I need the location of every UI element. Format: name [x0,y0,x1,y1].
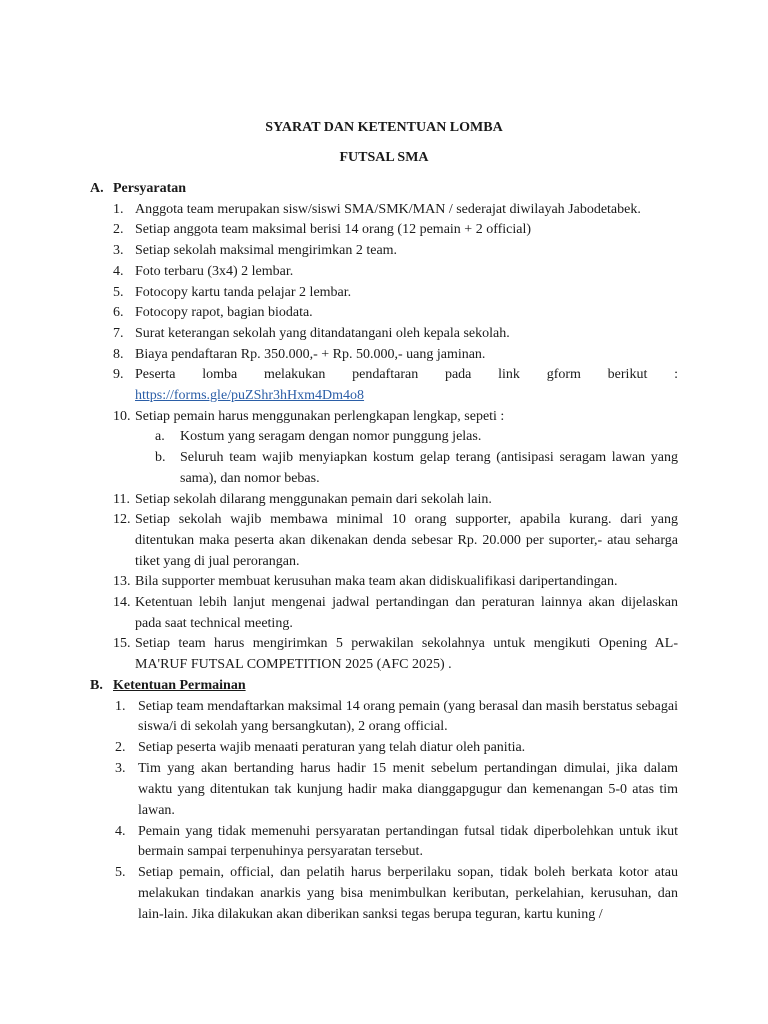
list-item-content [135,303,678,324]
section-a-title: Persyaratan [113,181,187,196]
sub-list-item-letter: b. [155,450,166,466]
list-item-number: 11. [113,491,130,507]
list-item-content [138,822,678,863]
list-item-text: Setiap pemain, official, dan pelatih harus berperilaku sopan, tidak boleh berkata kotor atau melakukan tindakan anarkis yang bisa menimbulkan keributan, perkelahian, kerusuhan, dan lain-lain. Jika dilakukan akan diberikan sanksi tegas berupa teguran, kartu kuning / [138,865,678,922]
list-item-text: Pemain yang tidak memenuhi persyaratan pertandingan futsal tidak diperbolehkan untuk ikut bermain sampai terpenuhinya persyaratan tersebut. [138,823,678,860]
list-item-number: 3. [113,243,124,259]
list-item [113,634,678,675]
list-item-text: Setiap team mendaftarkan maksimal 14 orang pemain (yang berasal dan masih berstatus sebagai siswa/i di sekolah yang bersangkutan), 2 orang official. [138,698,678,735]
list-item-content [135,283,678,304]
list-item [113,572,678,593]
list-item-text: Fotocopy rapot, bagian biodata. [135,305,313,321]
list-item-number: 2. [113,222,124,238]
list-item-number: 6. [113,305,124,321]
list-item [113,241,678,262]
list-item-text: Setiap anggota team maksimal berisi 14 orang (12 pemain + 2 official) [135,222,532,238]
list-item-number: 7. [113,325,124,341]
list-item [115,738,678,759]
list-item [113,200,678,221]
document-title: SYARAT DAN KETENTUAN LOMBA [265,120,503,135]
list-item-text: Setiap sekolah maksimal mengirimkan 2 team. [135,243,398,259]
document-subtitle: FUTSAL SMA [339,150,429,165]
list-item-text: Fotocopy kartu tanda pelajar 2 lembar. [135,284,352,300]
list-item-content [135,262,678,283]
section-b-list [90,697,678,926]
list-item-number: 1. [113,201,124,217]
list-item-text: Surat keterangan sekolah yang ditandatangani oleh kepala sekolah. [135,325,510,341]
list-item-text: Foto terbaru (3x4) 2 lembar. [135,263,294,279]
list-item [113,345,678,366]
section-a-list [90,200,678,676]
list-item-text: Ketentuan lebih lanjut mengenai jadwal pertandingan dan peraturan lainnya akan dijelaskan pada saat technical meeting. [135,595,678,631]
sub-list-item-text: Kostum yang seragam dengan nomor punggung jelas. [180,429,482,445]
list-item [113,593,678,634]
list-item-content [135,407,678,490]
list-item-text: Setiap sekolah dilarang menggunakan pemain dari sekolah lain. [135,491,492,507]
list-item-number: 9. [113,367,124,383]
list-item [115,863,678,925]
list-item-text: Setiap peserta wajib menaati peraturan yang telah diatur oleh panitia. [138,740,526,756]
sub-list-item-letter: a. [155,429,165,445]
list-item-text: Peserta lomba melakukan pendaftaran pada link gform berikut : [135,367,678,383]
list-item [113,262,678,283]
sub-list-item-text: Seluruh team wajib menyiapkan kostum gelap terang (antisipasi seragam lawan yang sama), dan nomor bebas. [180,450,678,486]
section-a-heading [90,179,678,200]
registration-form-link[interactable]: https://forms.gle/puZShr3hHxm4Dm4o8 [135,388,365,404]
list-item-content [135,572,678,593]
section-b-title: Ketentuan Permainan [113,677,246,693]
list-item-content [135,365,678,406]
list-item-number: 12. [113,512,131,528]
list-item [113,324,678,345]
list-item [113,365,678,406]
list-item-text: Setiap sekolah wajib membawa minimal 10 orang supporter, apabila kurang. dari yang ditentukan maka peserta akan dikenakan denda sebesar Rp. 20.000 per suporter,- atau seharga tiket yang di jual perorangan. [135,512,678,569]
list-item [115,822,678,863]
sub-list [155,427,678,489]
list-item [113,510,678,572]
sub-list-item [155,448,678,489]
list-item [113,407,678,490]
list-item-content [135,241,678,262]
list-item-text: Biaya pendaftaran Rp. 350.000,- + Rp. 50.000,- uang jaminan. [135,346,486,362]
list-item-number: 3. [115,761,126,777]
list-item-number: 14. [113,595,131,611]
sub-list-item [155,427,678,448]
list-item-content [135,593,678,634]
list-item-content [135,510,678,572]
list-item-text: Anggota team merupakan sisw/siswi SMA/SMK/MAN / sederajat diwilayah Jabodetabek. [135,201,641,217]
list-item [115,759,678,821]
section-b-label: B. [90,677,103,693]
list-item-number: 10. [113,408,131,424]
list-item [113,490,678,511]
list-item-number: 15. [113,636,131,652]
list-item-text: Setiap pemain harus menggunakan perlengkapan lengkap, sepeti : [135,408,505,424]
list-item-number: 13. [113,574,131,590]
list-item-content [138,738,678,759]
section-b-heading [90,676,678,697]
list-item-text: Bila supporter membuat kerusuhan maka team akan didiskualifikasi daripertandingan. [135,574,618,590]
list-item-number: 4. [113,263,124,279]
list-item-number: 1. [115,698,126,714]
list-item-content [135,324,678,345]
list-item [113,220,678,241]
list-item [113,283,678,304]
list-item-content [135,200,678,221]
list-item-number: 5. [115,865,126,881]
list-item-number: 4. [115,823,126,839]
list-item-content [135,490,678,511]
list-item-number: 5. [113,284,124,300]
list-item-content [138,697,678,738]
list-item-text: Setiap team harus mengirimkan 5 perwakilan sekolahnya untuk mengikuti Opening AL-MA'RUF FUTSAL COMPETITION 2025 (AFC 2025) . [135,636,678,673]
list-item [115,697,678,738]
document-body [90,179,678,926]
list-item-content [135,220,678,241]
list-item [113,303,678,324]
list-item-number: 8. [113,346,124,362]
list-item-text: Tim yang akan bertanding harus hadir 15 menit sebelum pertandingan dimulai, jika dalam waktu yang ditentukan tak kunjung hadir maka dianggapgugur dan kemenangan 5-0 atas tim lawan. [138,761,678,818]
list-item-content [138,759,678,821]
list-item-content [135,345,678,366]
section-a-label: A. [90,181,104,196]
list-item-content [135,634,678,675]
list-item-number: 2. [115,740,126,756]
list-item-content [138,863,678,925]
